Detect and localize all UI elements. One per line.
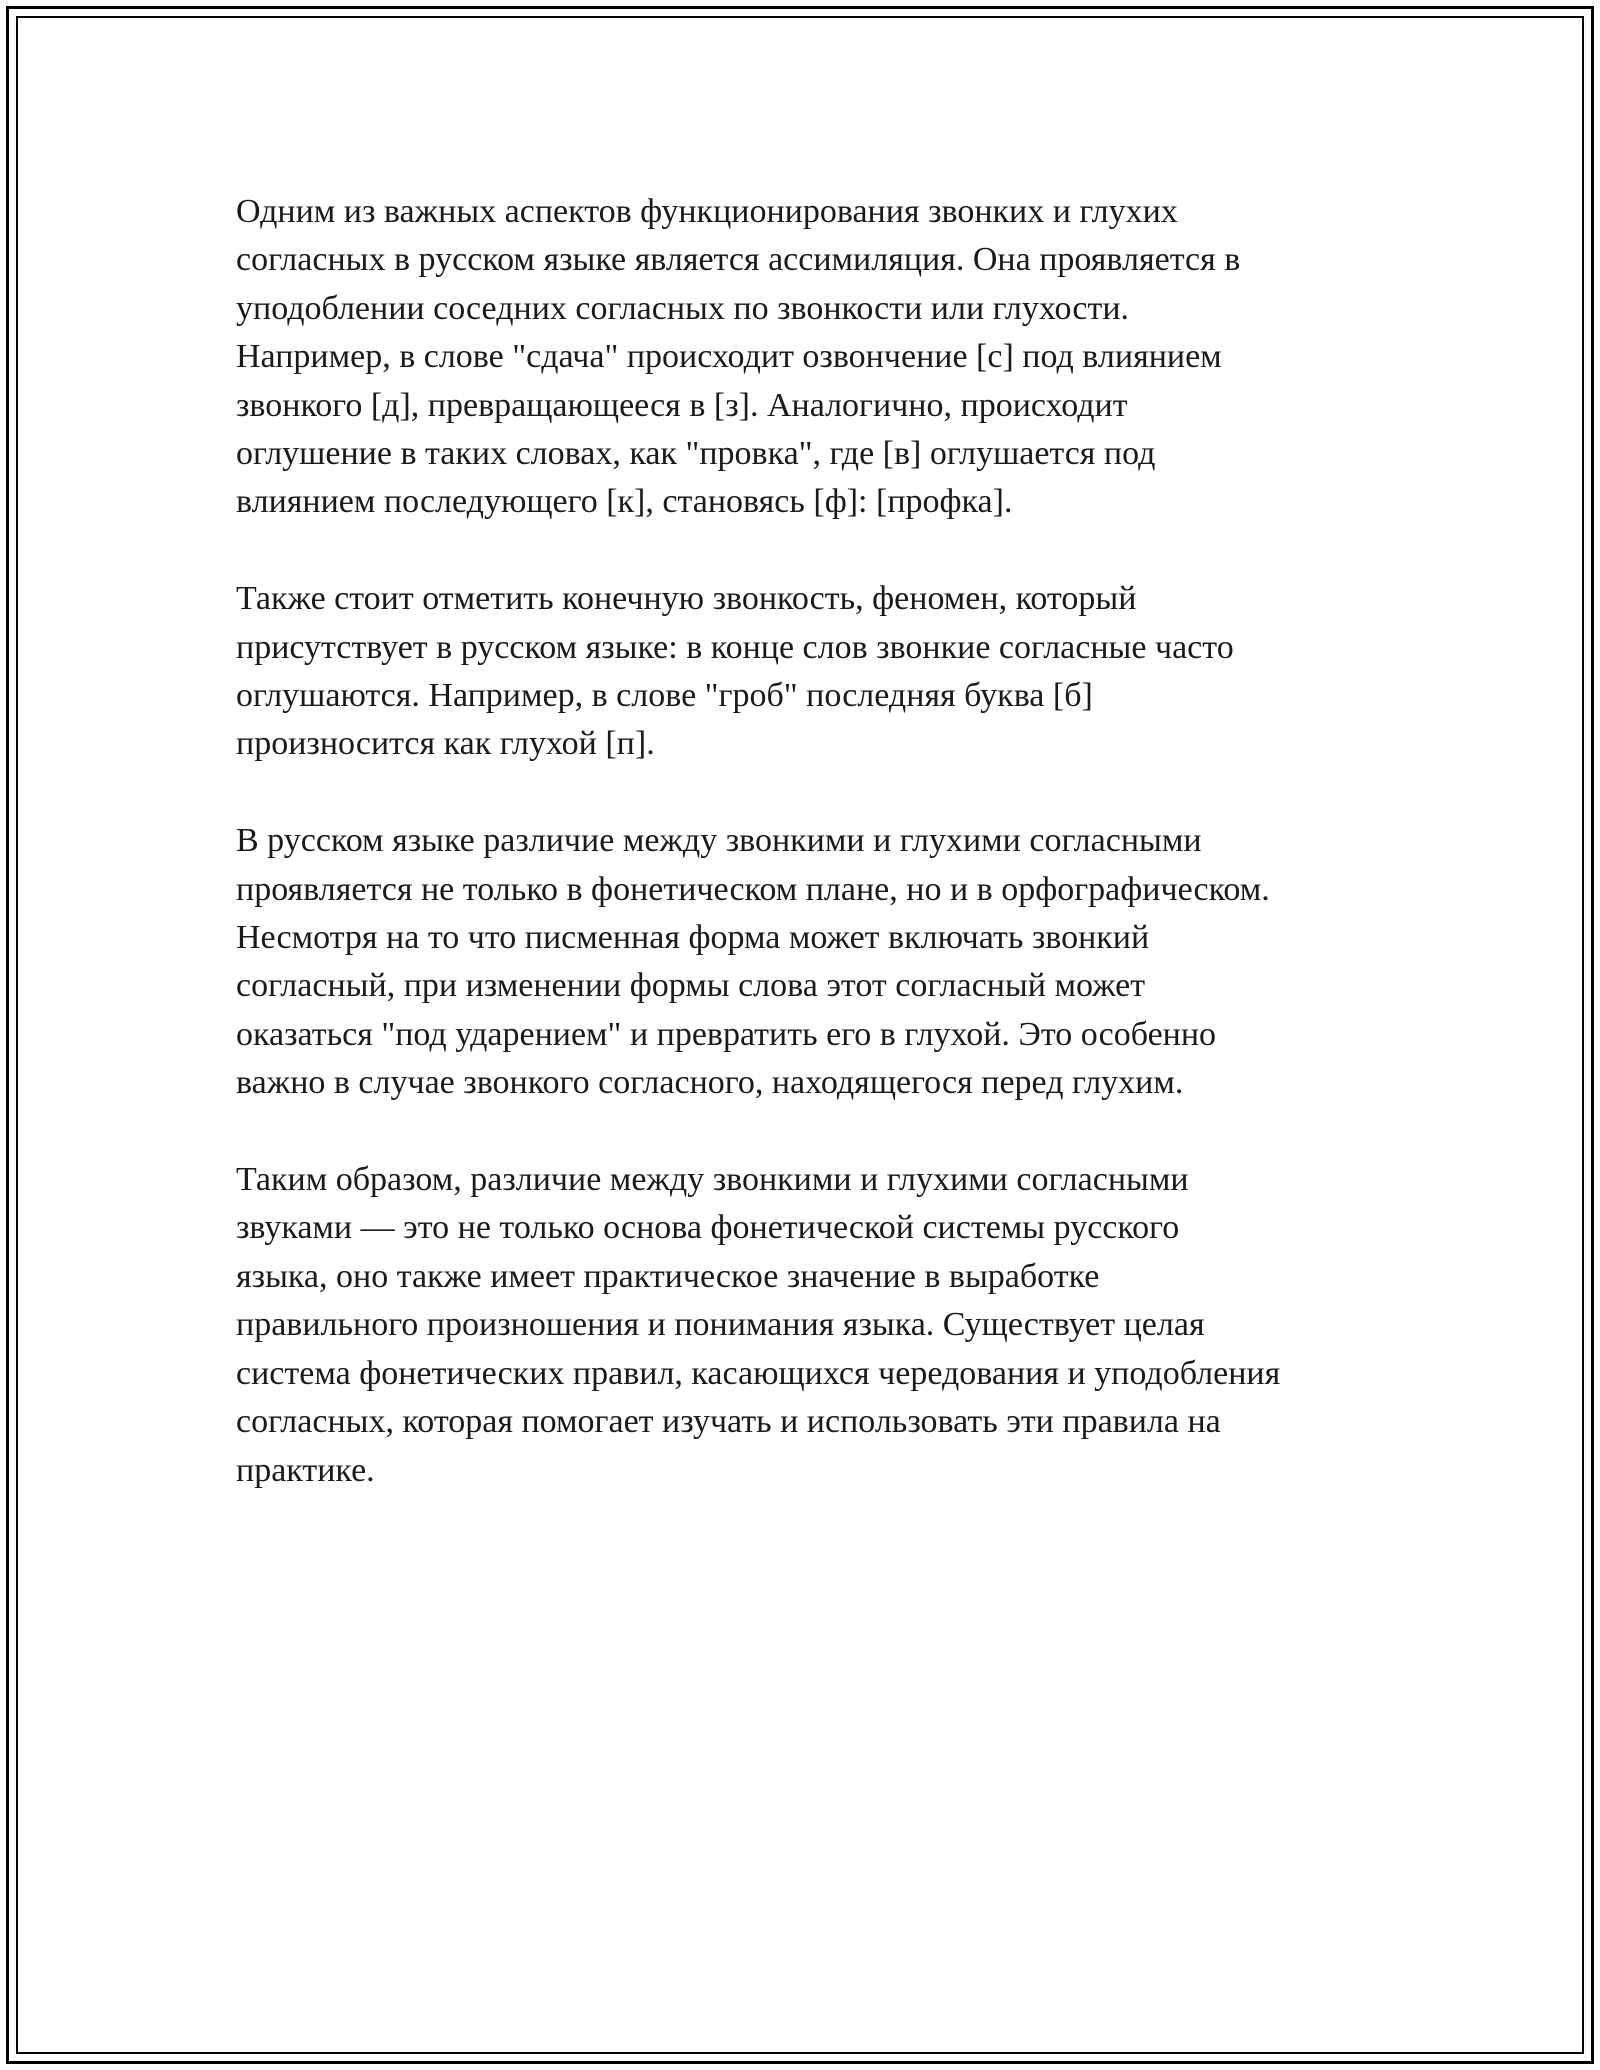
paragraph-conclusion: Таким образом, различие между звонкими и глухими согласными звуками — это не только основа фонетической системы русского языка, оно также имеет практическое значение в выработке правильного произношения и понимания языка. Существует целая система фонетических правил, касающихся чередования и уподобления согласных, которая помогает изучать и использовать эти правила на практике. <box>236 1161 1281 1489</box>
document-body <box>236 188 1396 1495</box>
paragraph-assimilation: Одним из важных аспектов функционирования звонких и глухих согласных в русском языке является ассимиляция. Она проявляется в уподоблении соседних согласных по звонкости или глухости. Например, в слове "сдача" происходит озвончение [с] под влиянием звонкого [д], превращающееся в [з]. Аналогично, происходит оглушение в таких словах, как "провка", где [в] оглушается под влиянием последующего [к], становясь [ф]: [профка]. <box>236 193 1241 521</box>
paragraph-final-devoicing: Также стоит отметить конечную звонкость, феномен, который присутствует в русском языке: в конце слов звонкие согласные часто оглушаются. Например, в слове "гроб" последняя буква [б] произносится как глухой [п]. <box>236 580 1234 763</box>
paragraph-orthography: В русском языке различие между звонкими и глухими согласными проявляется не только в фонетическом плане, но и в орфографическом. Несмотря на то что писменная форма может включать звонкий согласный, при изменении формы слова этот согласный может оказаться "под ударением" и превратить его в глухой. Это особенно важно в случае звонкого согласного, находящегося перед глухим. <box>236 822 1270 1102</box>
